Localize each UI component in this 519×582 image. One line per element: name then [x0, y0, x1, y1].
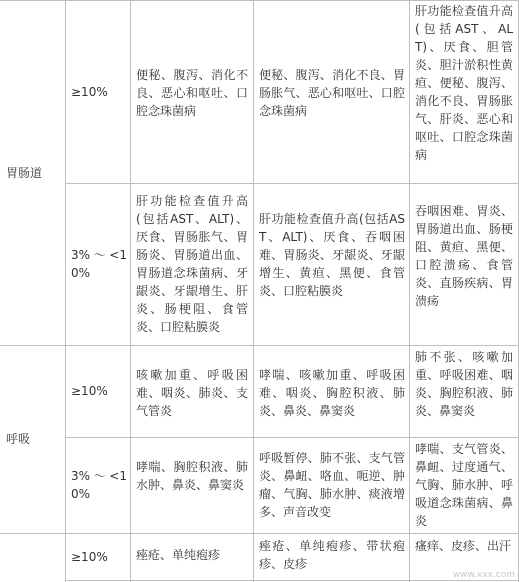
reaction-cell: 便秘、腹泻、消化不良、恶心和呕吐、口腔念珠菌病 — [136, 68, 248, 118]
frequency-cell — [71, 183, 127, 345]
reaction-cell: 肝功能检查值升高(包括AST、ALT)、厌食、胆管炎、胆汁淤积性黄疸、便秘、腹泻、消化不良、胃肠胀气、肝炎、恶心和呕吐、口腔念珠菌病 — [415, 4, 513, 162]
system-cell — [6, 345, 63, 533]
reaction-cell: 哮喘、支气管炎、鼻衄、过度通气、气胸、肺水肿、呼吸道念珠菌病、鼻炎 — [415, 442, 513, 528]
frequency-label: ≥10% — [71, 84, 108, 99]
system-label: 呼吸 — [6, 432, 31, 446]
reaction-cell: 肺不张、咳嗽加重、呼吸困难、咽炎、胸腔积液、肺炎、鼻窦炎 — [415, 350, 513, 418]
frequency-label: ≥10% — [71, 549, 108, 564]
reaction-cell: 咳嗽加重、呼吸困难、咽炎、肺炎、支气管炎 — [136, 368, 248, 418]
reaction-cell: 呼吸暂停、肺不张、支气管炎、鼻衄、咯血、呃逆、肿瘤、气胸、肺水肿、痰液增多、声音改变 — [259, 451, 405, 519]
table-rule — [409, 0, 410, 582]
frequency-cell — [71, 345, 127, 437]
frequency-label: 3%～<10% — [71, 248, 127, 280]
frequency-cell — [71, 533, 127, 580]
reaction-cell: 痤疮、单纯疱疹、带状疱疹、皮疹 — [259, 539, 405, 571]
reaction-cell: 肝功能检查值升高(包括AST、ALT)、厌食、胃肠胀气、胃肠炎、胃肠道出血、胃肠道念珠菌病、牙龈炎、牙龈增生、肝炎、肠梗阻、食管炎、口腔粘膜炎 — [136, 194, 248, 334]
table-rule — [65, 580, 519, 581]
table-rule — [253, 0, 254, 582]
reaction-cell: 瘙痒、皮疹、出汗 — [415, 539, 512, 553]
reaction-cell: 痤疮、单纯疱疹 — [136, 548, 221, 562]
reaction-cell: 便秘、腹泻、消化不良、胃肠胀气、恶心和呕吐、口腔念珠菌病 — [259, 68, 405, 118]
table-rule — [65, 183, 519, 184]
reaction-cell: 肝功能检查值升高(包括AST、ALT)、厌食、吞咽困难、胃肠炎、牙龈炎、牙龈增生、黄疸、黑便、食管炎、口腔粘膜炎 — [259, 212, 405, 298]
reaction-cell: 哮喘、咳嗽加重、呼吸困难、咽炎、胸腔积液、肺炎、鼻炎、鼻窦炎 — [259, 368, 405, 418]
watermark: www.xxx.com — [452, 570, 515, 580]
table-rule — [130, 0, 131, 582]
reaction-cell: 哮喘、胸腔积液、肺水肿、鼻炎、鼻窦炎 — [136, 460, 248, 492]
system-cell — [6, 0, 63, 345]
table-rule — [65, 437, 519, 438]
frequency-label: 3%～<10% — [71, 469, 127, 501]
frequency-cell — [71, 437, 127, 533]
reaction-cell: 吞咽困难、胃炎、胃肠道出血、肠梗阻、黄疸、黑便、口腔溃疡、食管炎、直肠疾病、胃溃疡 — [415, 204, 513, 308]
system-label: 胃肠道 — [6, 165, 43, 180]
frequency-label: ≥10% — [71, 384, 108, 398]
table-rule — [65, 0, 66, 582]
frequency-cell — [71, 0, 127, 183]
